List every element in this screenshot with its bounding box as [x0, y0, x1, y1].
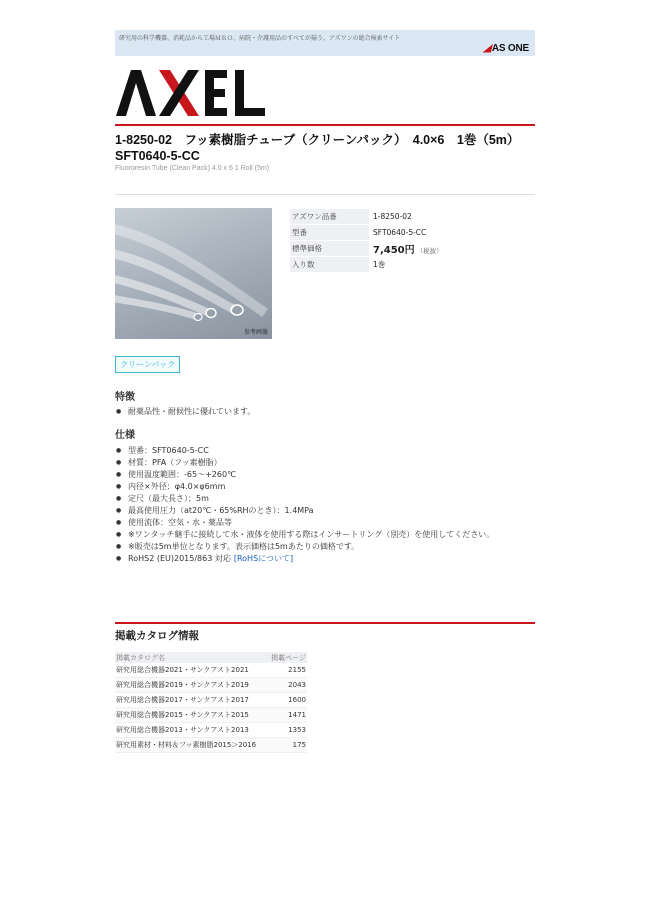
spec-row [290, 241, 450, 256]
catalog-row [115, 693, 307, 708]
catalog-row [115, 678, 307, 693]
product-title-line2: SFT0640-5-CC [115, 149, 200, 163]
spec-heading: 仕様 [115, 430, 135, 441]
catalog-name: 研究用総合機器2021・サンクアスト2021 [115, 663, 267, 678]
price-cell [369, 241, 450, 256]
site-tagline: 研究用の科学機器、消耗品から工場ＭＲＯ、病院・介護用品のすべてが揃う。アズワンの総合検索サイト [119, 35, 401, 42]
spec-item: ● 材質：PFA（フッ素樹脂） [115, 457, 535, 469]
catalog-header-row [115, 652, 307, 663]
features-heading: 特徴 [115, 392, 135, 403]
catalog-name: 研究用総合機器2017・サンクアスト2017 [115, 693, 267, 708]
catalog-page: 2155 [267, 663, 307, 678]
product-image[interactable] [115, 208, 272, 339]
spec-row [290, 225, 450, 240]
catalog-page: 1353 [267, 723, 307, 738]
product-subtitle: Fluororesin Tube (Clean Pack) 4.0 x 6 1 Roll (5m) [115, 165, 270, 172]
spec-value: 1-8250-02 [373, 212, 412, 221]
asone-mark-icon: ◢ [483, 43, 491, 54]
spec-value: SFT0640-5-CC [373, 228, 427, 237]
catalog-name: 研究用総合機器2013・サンクアスト2013 [115, 723, 267, 738]
spec-key: 標準価格 [290, 241, 369, 256]
spec-item: ● ※ワンタッチ継手に接続して水・液体を使用する際はインサートリング（別売）を使用してください。 [115, 529, 535, 541]
spec-list [115, 445, 535, 565]
product-title-line1: 1-8250-02 フッ素樹脂チューブ（クリーンパック） 4.0×6 1巻（5m） [115, 133, 520, 147]
spec-item: ● 最高使用圧力（at20℃・65%RHのとき）：1.4MPa [115, 505, 535, 517]
spec-item: ● 使用温度範囲：-65〜+260℃ [115, 469, 535, 481]
asone-brand[interactable] [483, 43, 529, 54]
spec-key: 型番 [290, 225, 369, 240]
price-tax-note: （税抜） [416, 247, 443, 255]
spec-value: 1巻 [373, 260, 386, 269]
catalog-heading: 掲載カタログ情報 [115, 630, 199, 642]
features-list [115, 406, 535, 418]
spec-row [290, 209, 450, 224]
catalog-table [115, 652, 307, 753]
catalog-page: 1471 [267, 708, 307, 723]
feature-item: ● 耐薬品性・耐候性に優れています。 [115, 406, 535, 418]
catalog-row [115, 663, 307, 678]
tube-illustration [115, 208, 272, 339]
rohs-text: RoHS2 (EU)2015/863 対応 [128, 554, 231, 563]
spec-item-rohs [115, 553, 535, 565]
catalog-divider [115, 622, 535, 624]
catalog-row [115, 708, 307, 723]
title-divider [115, 194, 535, 195]
catalog-page: 2043 [267, 678, 307, 693]
catalog-col-name: 掲載カタログ名 [115, 652, 267, 663]
catalog-col-page: 掲載ページ [267, 652, 307, 663]
rohs-link[interactable]: [RoHSについて] [233, 554, 294, 563]
product-title [115, 132, 535, 164]
axel-logo [115, 67, 267, 117]
spec-key: アズワン品番 [290, 209, 369, 224]
spec-item: ● 内径×外径：φ4.0×φ6mm [115, 481, 535, 493]
product-spec-table [290, 208, 450, 273]
spec-item: ● 定尺（最大長さ）：5m [115, 493, 535, 505]
catalog-row [115, 723, 307, 738]
spec-key: 入り数 [290, 257, 369, 272]
catalog-name: 研究用総合機器2019・サンクアスト2019 [115, 678, 267, 693]
spec-row [290, 257, 450, 272]
header-divider [115, 124, 535, 126]
price-value: 7,450円 [373, 245, 415, 256]
spec-item: ● 型番：SFT0640-5-CC [115, 445, 535, 457]
clean-pack-badge: クリーンパック [115, 356, 180, 373]
spec-item: ● 使用流体：空気・水・薬品等 [115, 517, 535, 529]
catalog-row [115, 738, 307, 753]
spec-item: ● ※販売は5m単位となります。表示価格は5mあたりの価格です。 [115, 541, 535, 553]
catalog-page: 1600 [267, 693, 307, 708]
catalog-page: 175 [267, 738, 307, 753]
asone-brand-text: AS ONE [491, 43, 529, 54]
image-caption: 参考画像 [243, 329, 268, 336]
catalog-name: 研究用素材・材料＆フッ素樹脂2015＞2016 [115, 738, 267, 753]
top-banner [115, 30, 535, 56]
page [115, 30, 535, 749]
catalog-name: 研究用総合機器2015・サンクアスト2015 [115, 708, 267, 723]
